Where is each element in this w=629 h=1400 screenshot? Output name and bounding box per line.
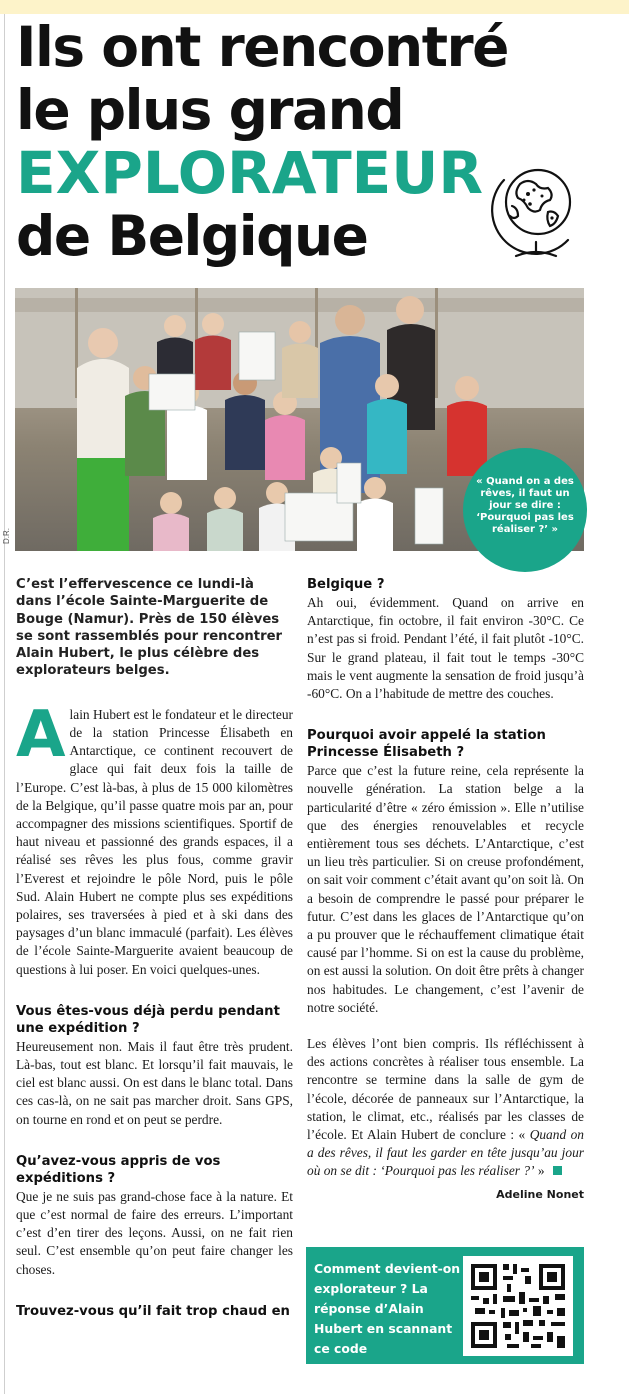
headline-line-4: de Belgique bbox=[16, 204, 368, 268]
answer-paragraph-2: Que je ne suis pas grand-chose face à la nature. Et que c’est normal de faire des erreurs. L’important c’est d’en tirer des leçons. Aussi, on ne fait rien seul. C’est ensemble qu’on peut faire changer les choses. bbox=[16, 1188, 293, 1277]
closing-text: Les élèves l’ont bien compris. Ils réfléchissent à des actions concrètes à réaliser tous ensemble. La rencontre se termine dans la salle de gym de l’école, décorée de panneaux sur l’Antarctique, la station, le climat, etc., réalisés par les classes de l’école. Et Alain Hubert de conclure : « bbox=[307, 1036, 584, 1143]
question-heading-3-end: Belgique ? bbox=[307, 577, 385, 592]
photo-credit: D.R. bbox=[2, 528, 11, 544]
quote-badge-text: « Quand on a des rêves, il faut un jour se dire : ‘Pourquoi pas les réaliser ?’ » bbox=[476, 476, 574, 535]
headline-highlight: EXPLORATEUR bbox=[16, 139, 484, 207]
top-banner-strip bbox=[0, 0, 629, 14]
article-lead-paragraph bbox=[16, 697, 293, 979]
question-heading-4: Pourquoi avoir appelé la station Princesse Élisabeth ? bbox=[307, 728, 546, 761]
headline-line-2: le plus grand bbox=[16, 78, 404, 142]
question-heading-2: Qu’avez-vous appris de vos expéditions ? bbox=[16, 1153, 221, 1186]
quote-badge bbox=[463, 448, 587, 572]
headline-line-1: Ils ont rencontré bbox=[16, 15, 508, 79]
closing-quote-end: » bbox=[537, 1163, 545, 1179]
answer-paragraph-4: Parce que c’est la future reine, cela représente la nouvelle génération. La station belge a la particularité d’être « zéro émission ». Elle n’utilise que des énergies renouvelables et recycle entièrement tous ses déchets. L’Antarctique, c’est un lieu très particulier. Si on creuse profondément, on sait voir comment c’était avant qu’on soit là. On a besoin de comprendre le passé pour préparer le futur. C’est dans les glaces de l’Antarctique qu’on a pu prouver que le réchauffement climatique était causé par l’homme. Si on est la cause du problème, on est aussi la solution. On doit être prêts à changer nos habitudes. Le changement, c’est l’avenir de notre société. bbox=[307, 763, 584, 1015]
question-heading-3-start: Trouvez-vous qu’il fait trop chaud en bbox=[16, 1303, 290, 1319]
globe-icon bbox=[490, 160, 582, 264]
qr-code-icon[interactable] bbox=[463, 1256, 573, 1356]
end-mark-icon bbox=[553, 1166, 562, 1175]
drop-cap: A bbox=[16, 697, 66, 772]
answer-paragraph-3: Ah oui, évidemment. Quand on arrive en Antarctique, fin octobre, il fait environ -30°C. Ce n’est pas si froid. Pendant l’été, il fait plutôt -10°C. Sur le grand plateau, il fait tout le temps -30°C mais le vent augmente la sensation de froid jusqu’à -60°C. On a l’habitude de mettre des couches. bbox=[307, 595, 584, 702]
answer-paragraph-1: Heureusement non. Mais il faut être très prudent. Là-bas, tout est blanc. Et lorsqu’il fait mauvais, le ciel est blanc aussi. On est dans le blanc total. Dans ces cas-là, on ne sait pas marcher droit. Sans GPS, on tourne en rond et on peut se perdre. bbox=[16, 1038, 293, 1127]
article-lead-text: lain Hubert est le fondateur et le directeur de la station Princesse Élisabeth en Antarctique, ce continent recouvert de glace qui fait deux fois la taille de l’Europe. C’est là-bas, à plus de 15 000 kilomètres de la Belgique, qu’il passe quatre mois par an, pour accompagner des missions scientifiques. Sportif de haut niveau et passionné des grands espaces, il a réalisé ses rêves les plus fous, comme gravir l’Everest et rejoindre le pôle Nord, puis le pôle Sud. Alain Hubert ne compte plus ses expéditions polaires, ses traversées à pied et à ski dans des paysages d’un blanc immaculé (parfait). Les élèves de l’école Sainte-Marguerite avaient beaucoup de questions à lui poser. En voici quelques-unes. bbox=[16, 706, 293, 977]
article-column-right bbox=[307, 576, 584, 1204]
closing-quote: Quand on a des rêves, il faut les garder en tête jusqu’au jour où on se dit : ‘Pourquoi pas les réaliser ?’ bbox=[307, 1127, 584, 1179]
qr-callout-text: Comment devient-on explorateur ? La réponse d’Alain Hubert en scannant ce code bbox=[314, 1261, 461, 1356]
closing-paragraph bbox=[307, 1035, 584, 1181]
author-signature: Adeline Nonet bbox=[496, 1187, 584, 1201]
article-intro-summary: C’est l’effervescence ce lundi-là dans l’école Sainte-Marguerite de Bouge (Namur). Près de 150 élèves se sont rassemblés pour rencontrer Alain Hubert, le plus célèbre des explorateurs belges. bbox=[16, 577, 283, 679]
article-column-left bbox=[16, 572, 293, 1320]
page-margin-rule bbox=[4, 14, 5, 1394]
question-heading-1: Vous êtes-vous déjà perdu pendant une expédition ? bbox=[16, 1003, 280, 1036]
